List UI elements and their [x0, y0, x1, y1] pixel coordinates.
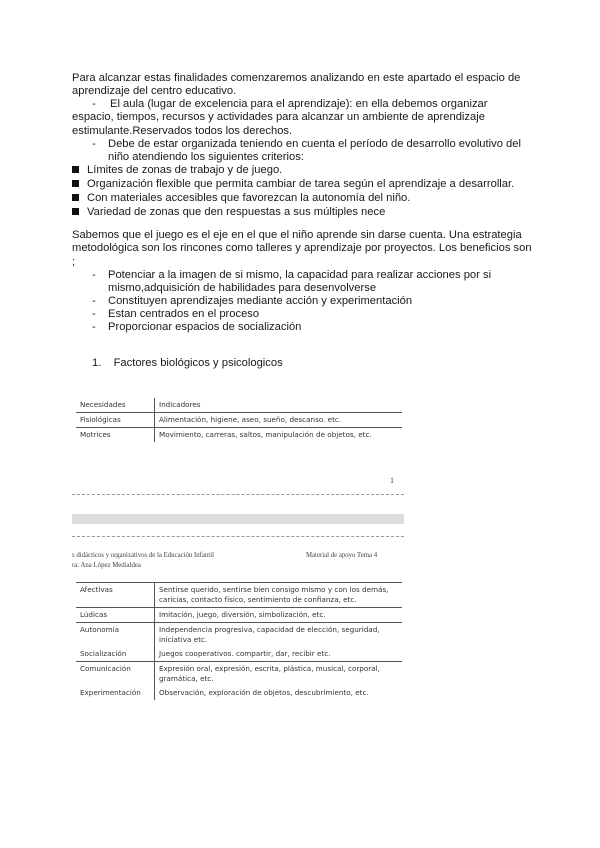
section-heading: [92, 357, 283, 369]
criteria-item: [72, 192, 410, 205]
needs-table-1: [76, 398, 402, 442]
criteria-text: Variedad de zonas que den respuestas a sus múltiples nece: [87, 206, 386, 218]
table-cell: Necesidades: [76, 398, 155, 413]
benefit-item: Potenciar a la imagen de si mismo, la capacidad para realizar acciones por si mismo,adquisición de habilidades para desenvolverse: [108, 269, 492, 295]
benefit-item: Constituyen aprendizajes mediante acción y experimentación: [108, 295, 413, 307]
table-row: [76, 686, 402, 700]
intro-item-aula: [72, 98, 532, 138]
table-cell: Motrices: [76, 428, 155, 443]
benefit-item: Proporcionar espacios de socialización: [108, 321, 302, 333]
table-row: [76, 608, 402, 623]
criteria-item: [72, 164, 282, 177]
criteria-text: Límites de zonas de trabajo y de juego.: [87, 164, 283, 176]
table-cell: Alimentación, higiene, aseo, sueño, descanso. etc.: [155, 413, 403, 428]
table-row: [76, 428, 402, 443]
intro-item-aula-text: El aula (lugar de excelencia para el aprendizaje): en ella debemos organizar espacio, tiempos, recursos y actividades para alcanzar un ambiente de aprendizaje estimulante.Reservados todos los derechos.: [72, 98, 488, 137]
table-cell: Sentirse querido, sentirse bien consigo mismo y con los demás, caricias, contacto físico, sentimiento de confianza, etc.: [155, 583, 403, 608]
table-cell: Socialización: [76, 647, 155, 662]
dash-marker: -: [92, 321, 96, 333]
intro-paragraph: Para alcanzar estas finalidades comenzaremos analizando en este apartado el espacio de aprendizaje del centro educativo.: [72, 72, 521, 98]
needs-table-2: [76, 582, 402, 700]
table-cell: Juegos cooperativos. compartir, dar, recibir etc.: [159, 649, 331, 658]
table-cell: Fisiológicas: [76, 413, 155, 428]
dash-marker: -: [92, 98, 96, 110]
intro-item-organizada: Debe de estar organizada teniendo en cuenta el período de desarrollo evolutivo del niño atendiendo los siguientes criterios:: [108, 138, 521, 164]
table-cell: Lúdicas: [76, 608, 155, 623]
header-author: ra: Ana López Medialdea: [72, 562, 141, 569]
criteria-item: [72, 178, 514, 191]
table-cell: Indicadores: [159, 400, 201, 409]
table-row: [76, 398, 402, 413]
table-row: [76, 662, 402, 687]
table-cell: Afectivas: [76, 583, 155, 608]
table-row: [76, 647, 402, 662]
header-course-title: s didácticos y organizativos de la Educación Infantil: [72, 552, 214, 559]
footer-rule: [72, 494, 404, 495]
table-cell: Movimiento, carreras, saltos, manipulación de objetos, etc.: [155, 428, 403, 443]
criteria-text: Con materiales accesibles que favorezcan la autonomía del niño.: [87, 192, 411, 204]
table-cell: Autonomía: [76, 623, 155, 648]
square-bullet-icon: [72, 166, 79, 173]
section-number: 1.: [92, 357, 102, 369]
square-bullet-icon: [72, 180, 79, 187]
table-row: [76, 583, 402, 608]
square-bullet-icon: [72, 208, 79, 215]
table-cell: Expresión oral, expresión, escrita, plástica, musical, corporal, gramática, etc.: [155, 662, 403, 687]
table-row: [76, 623, 402, 648]
page-separator-band: [72, 514, 404, 524]
table-cell: Independencia progresiva, capacidad de elección, seguridad, iniciativa etc.: [155, 623, 403, 648]
page-number: 1: [390, 476, 394, 485]
dash-marker: -: [92, 138, 96, 150]
dash-marker: -: [92, 269, 96, 281]
dash-marker: -: [92, 308, 96, 320]
juego-paragraph: Sabemos que el juego es el eje en el que el niño aprende sin darse cuenta. Una estrategia metodológica son los rincones como talleres y aprendizaje por proyectos. Los beneficios son ;: [72, 229, 532, 268]
table-cell: Imitación, juego, diversión, simbolización, etc.: [155, 608, 403, 623]
criteria-item: [72, 206, 385, 219]
criteria-text: Organización flexible que permita cambiar de tarea según el aprendizaje a desarrollar.: [87, 178, 515, 190]
benefit-item: Estan centrados en el proceso: [108, 308, 260, 320]
square-bullet-icon: [72, 194, 79, 201]
header-rule: [72, 536, 404, 537]
dash-marker: -: [92, 295, 96, 307]
table-cell: Observación, exploración de objetos, descubrimiento, etc.: [159, 688, 369, 697]
section-title: Factores biológicos y psicologicos: [113, 357, 283, 369]
table-row: [76, 413, 402, 428]
header-material: Material de apoyo Tema 4: [306, 552, 378, 559]
table-cell: Comunicación: [76, 662, 155, 687]
table-cell: Experimentación: [76, 686, 155, 700]
